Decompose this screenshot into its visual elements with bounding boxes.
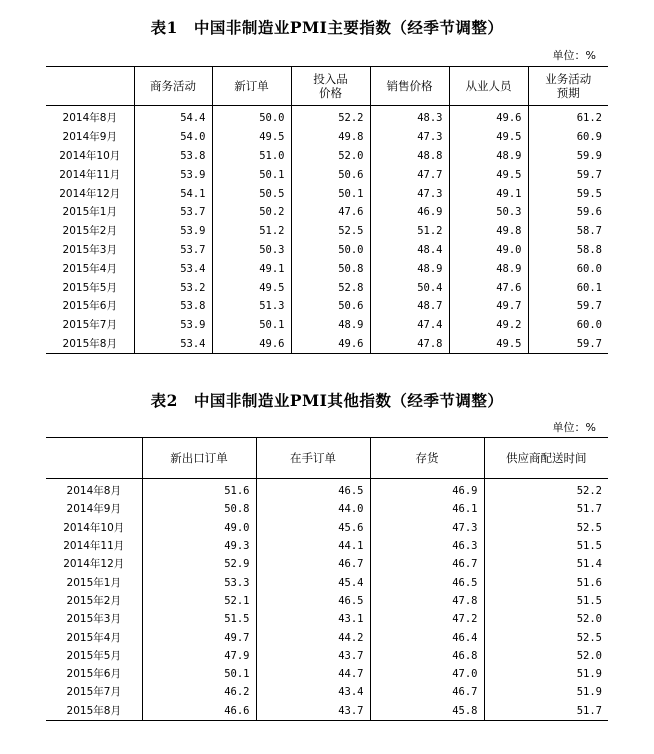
table1-month-cell: 2014年12月 [59, 187, 121, 200]
table1-value-cell: 48.4 [370, 241, 449, 260]
table2-row [46, 500, 608, 518]
table2-value-cell: 53.3 [142, 573, 256, 591]
table1-value-cell: 48.3 [370, 106, 449, 128]
table1-value-cell: 53.9 [134, 316, 212, 335]
table1-value-cell: 50.3 [449, 203, 528, 222]
table2-value-cell: 52.5 [484, 519, 608, 537]
table1-value-cell: 51.0 [212, 147, 291, 166]
table2-value-cell: 51.5 [484, 537, 608, 555]
table1-value-cell: 53.8 [134, 147, 212, 166]
table2-month-cell: 2015年6月 [66, 668, 121, 681]
table1-value-cell: 60.0 [528, 316, 608, 335]
table2-value-cell: 46.5 [370, 573, 484, 591]
table2-month-cell: 2015年8月 [66, 704, 121, 717]
table1-value-cell: 50.2 [212, 203, 291, 222]
table1-month-cell: 2015年3月 [62, 243, 117, 256]
table1-value-cell: 50.4 [370, 278, 449, 297]
table2-month-cell: 2015年1月 [66, 576, 121, 589]
table2-header-cell [46, 438, 142, 479]
table2-value-cell: 44.0 [256, 500, 370, 518]
table1-month-cell: 2015年7月 [62, 319, 117, 332]
table2-month-cell: 2015年5月 [66, 649, 121, 662]
table1-month-cell: 2015年8月 [62, 337, 117, 350]
table2-value-cell: 52.0 [484, 647, 608, 665]
table1-row [46, 106, 608, 128]
table1-value-cell: 53.4 [134, 259, 212, 278]
table1-value-cell: 49.0 [449, 241, 528, 260]
table1-month-cell: 2014年9月 [62, 131, 117, 144]
table2-title: 表2 中国非制造业PMI其他指数（经季节调整） [150, 391, 504, 410]
table1-value-cell: 50.6 [291, 165, 370, 184]
table1-row [46, 335, 608, 354]
table1-value-cell: 49.6 [291, 335, 370, 354]
table1-value-cell: 52.0 [291, 147, 370, 166]
table1-month-cell: 2014年11月 [59, 168, 121, 181]
table1-value-cell: 59.9 [528, 147, 608, 166]
table1-row [46, 278, 608, 297]
table1-value-cell: 52.8 [291, 278, 370, 297]
table1 [46, 66, 608, 354]
table1-value-cell: 47.8 [370, 335, 449, 354]
table2-value-cell: 43.1 [256, 610, 370, 628]
table1-header-cell: 新订单 [212, 67, 291, 106]
table1-row [46, 259, 608, 278]
table1-month-cell: 2015年1月 [62, 206, 117, 219]
table1-value-cell: 47.3 [370, 184, 449, 203]
table1-row [46, 184, 608, 203]
table2-month-cell: 2014年8月 [66, 485, 121, 498]
table2-value-cell: 46.1 [370, 500, 484, 518]
table1-header-cell: 投入品 价格 [291, 67, 370, 106]
table2-value-cell: 49.0 [142, 519, 256, 537]
table2-value-cell: 51.6 [484, 573, 608, 591]
table1-value-cell: 59.7 [528, 297, 608, 316]
table1-header-cell: 业务活动 预期 [528, 67, 608, 106]
table1-value-cell: 49.8 [291, 128, 370, 147]
table2-value-cell: 46.8 [370, 647, 484, 665]
table2-value-cell: 50.8 [142, 500, 256, 518]
table1-row [46, 147, 608, 166]
table2-value-cell: 46.6 [142, 702, 256, 721]
table1-row [46, 241, 608, 260]
table1-value-cell: 58.7 [528, 222, 608, 241]
table1-value-cell: 53.2 [134, 278, 212, 297]
table2-value-cell: 46.7 [256, 555, 370, 573]
table1-row [46, 165, 608, 184]
table2-header-cell: 供应商配送时间 [484, 438, 608, 479]
table1-value-cell: 51.2 [212, 222, 291, 241]
table1-value-cell: 50.0 [291, 241, 370, 260]
table1-value-cell: 49.6 [212, 335, 291, 354]
table2-month-cell: 2014年11月 [63, 540, 125, 553]
table1-value-cell: 49.7 [449, 297, 528, 316]
table2-value-cell: 46.3 [370, 537, 484, 555]
table1-value-cell: 53.8 [134, 297, 212, 316]
table2-value-cell: 46.5 [256, 479, 370, 501]
table1-value-cell: 48.9 [370, 259, 449, 278]
table2-value-cell: 51.7 [484, 500, 608, 518]
table2-month-cell: 2014年9月 [66, 503, 121, 516]
table1-value-cell: 59.7 [528, 335, 608, 354]
table2-value-cell: 51.9 [484, 683, 608, 701]
table2-month-cell: 2014年12月 [63, 558, 125, 571]
table2 [46, 437, 608, 721]
table2-value-cell: 46.5 [256, 592, 370, 610]
table2-value-cell: 46.2 [142, 683, 256, 701]
table2-value-cell: 46.4 [370, 628, 484, 646]
table1-value-cell: 50.0 [212, 106, 291, 128]
table1-value-cell: 49.6 [449, 106, 528, 128]
table2-value-cell: 47.8 [370, 592, 484, 610]
table2-value-cell: 51.5 [142, 610, 256, 628]
table2-value-cell: 44.1 [256, 537, 370, 555]
table1-value-cell: 48.8 [370, 147, 449, 166]
table2-value-cell: 44.7 [256, 665, 370, 683]
table1-header-cell: 商务活动 [134, 67, 212, 106]
table2-row [46, 628, 608, 646]
table2-row [46, 519, 608, 537]
table2-value-cell: 43.4 [256, 683, 370, 701]
table2-value-cell: 52.2 [484, 479, 608, 501]
table2-value-cell: 51.7 [484, 702, 608, 721]
table2-month-cell: 2015年3月 [66, 613, 121, 626]
table2-row [46, 665, 608, 683]
table2-unit: 单位：% [552, 421, 596, 434]
table2-row [46, 537, 608, 555]
table1-value-cell: 53.9 [134, 222, 212, 241]
table2-header-cell: 存货 [370, 438, 484, 479]
table2-value-cell: 51.4 [484, 555, 608, 573]
table1-value-cell: 51.3 [212, 297, 291, 316]
table2-value-cell: 43.7 [256, 702, 370, 721]
table1-value-cell: 49.5 [449, 128, 528, 147]
table1-value-cell: 48.9 [449, 259, 528, 278]
table2-value-cell: 45.4 [256, 573, 370, 591]
table1-value-cell: 59.6 [528, 203, 608, 222]
table2-value-cell: 47.2 [370, 610, 484, 628]
table1-header-cell [46, 67, 134, 106]
table2-row [46, 592, 608, 610]
table2-month-cell: 2014年10月 [63, 521, 125, 534]
table2-value-cell: 46.7 [370, 683, 484, 701]
table1-title: 表1 中国非制造业PMI主要指数（经季节调整） [150, 18, 504, 37]
table1-value-cell: 60.9 [528, 128, 608, 147]
table2-month-cell: 2015年4月 [66, 631, 121, 644]
table2-row [46, 702, 608, 721]
table1-value-cell: 49.5 [212, 128, 291, 147]
table1-value-cell: 49.1 [449, 184, 528, 203]
table2-value-cell: 52.1 [142, 592, 256, 610]
table2-row [46, 610, 608, 628]
table1-month-cell: 2015年6月 [62, 300, 117, 313]
table1-value-cell: 50.3 [212, 241, 291, 260]
table2-value-cell: 43.7 [256, 647, 370, 665]
table2-value-cell: 46.7 [370, 555, 484, 573]
table1-value-cell: 50.8 [291, 259, 370, 278]
table1-value-cell: 49.5 [212, 278, 291, 297]
table1-value-cell: 58.8 [528, 241, 608, 260]
table1-value-cell: 54.0 [134, 128, 212, 147]
table1-row [46, 203, 608, 222]
table1-value-cell: 48.7 [370, 297, 449, 316]
table2-value-cell: 51.5 [484, 592, 608, 610]
table1-header-row [46, 67, 608, 106]
table2-value-cell: 44.2 [256, 628, 370, 646]
table1-row [46, 128, 608, 147]
table1-value-cell: 48.9 [291, 316, 370, 335]
table2-value-cell: 50.1 [142, 665, 256, 683]
table2-value-cell: 51.9 [484, 665, 608, 683]
table2-value-cell: 49.7 [142, 628, 256, 646]
table1-value-cell: 53.9 [134, 165, 212, 184]
table2-value-cell: 45.8 [370, 702, 484, 721]
table2-header-cell: 在手订单 [256, 438, 370, 479]
table1-value-cell: 61.2 [528, 106, 608, 128]
table1-value-cell: 49.8 [449, 222, 528, 241]
table1-value-cell: 46.9 [370, 203, 449, 222]
table1-value-cell: 47.6 [291, 203, 370, 222]
table2-value-cell: 47.9 [142, 647, 256, 665]
table2-value-cell: 51.6 [142, 479, 256, 501]
table2-row [46, 683, 608, 701]
table1-value-cell: 52.5 [291, 222, 370, 241]
table2-row [46, 479, 608, 501]
table1-value-cell: 49.1 [212, 259, 291, 278]
table2-row [46, 573, 608, 591]
table1-value-cell: 48.9 [449, 147, 528, 166]
table2-header-cell: 新出口订单 [142, 438, 256, 479]
table1-month-cell: 2014年10月 [59, 149, 121, 162]
table1-header-cell: 从业人员 [449, 67, 528, 106]
table1-value-cell: 59.7 [528, 165, 608, 184]
table2-month-cell: 2015年7月 [66, 686, 121, 699]
table2-value-cell: 52.9 [142, 555, 256, 573]
table2-value-cell: 52.0 [484, 610, 608, 628]
table1-month-cell: 2015年5月 [62, 281, 117, 294]
table1-value-cell: 47.4 [370, 316, 449, 335]
table1-header-cell: 销售价格 [370, 67, 449, 106]
table1-value-cell: 53.7 [134, 241, 212, 260]
table1-value-cell: 47.6 [449, 278, 528, 297]
table2-month-cell: 2015年2月 [66, 594, 121, 607]
table2-row [46, 555, 608, 573]
table1-value-cell: 49.5 [449, 165, 528, 184]
table1-value-cell: 50.1 [212, 316, 291, 335]
table1-value-cell: 49.2 [449, 316, 528, 335]
table1-month-cell: 2014年8月 [62, 112, 117, 125]
table1-value-cell: 47.7 [370, 165, 449, 184]
table1-value-cell: 54.4 [134, 106, 212, 128]
table1-value-cell: 60.1 [528, 278, 608, 297]
table1-value-cell: 49.5 [449, 335, 528, 354]
table1-value-cell: 50.6 [291, 297, 370, 316]
table2-value-cell: 46.9 [370, 479, 484, 501]
table1-row [46, 222, 608, 241]
table1-month-cell: 2015年2月 [62, 225, 117, 238]
table1-value-cell: 60.0 [528, 259, 608, 278]
table2-value-cell: 49.3 [142, 537, 256, 555]
table2-value-cell: 47.0 [370, 665, 484, 683]
table1-month-cell: 2015年4月 [62, 262, 117, 275]
table1-value-cell: 53.7 [134, 203, 212, 222]
table2-value-cell: 45.6 [256, 519, 370, 537]
table2-header-row [46, 438, 608, 479]
table1-value-cell: 47.3 [370, 128, 449, 147]
table2-row [46, 647, 608, 665]
table1-value-cell: 50.5 [212, 184, 291, 203]
table1-value-cell: 52.2 [291, 106, 370, 128]
table1-unit: 单位：% [552, 49, 596, 62]
table1-row [46, 297, 608, 316]
table1-value-cell: 51.2 [370, 222, 449, 241]
table1-value-cell: 53.4 [134, 335, 212, 354]
table1-row [46, 316, 608, 335]
table1-value-cell: 50.1 [291, 184, 370, 203]
table1-value-cell: 50.1 [212, 165, 291, 184]
table1-value-cell: 54.1 [134, 184, 212, 203]
table2-value-cell: 47.3 [370, 519, 484, 537]
table1-value-cell: 59.5 [528, 184, 608, 203]
table2-value-cell: 52.5 [484, 628, 608, 646]
